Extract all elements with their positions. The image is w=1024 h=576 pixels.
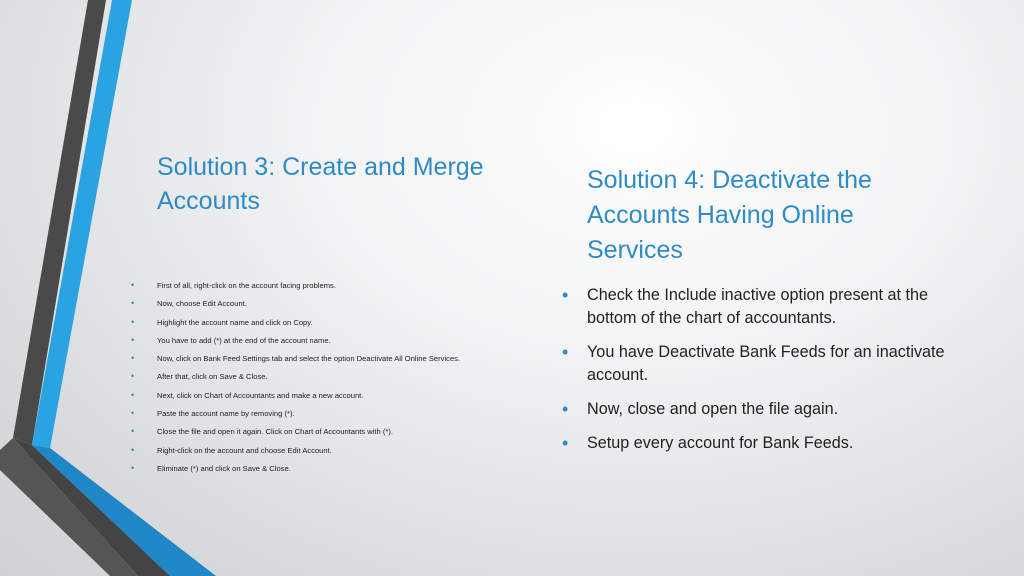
list-item-text: After that, click on Save & Close. [157,372,268,382]
bullet-icon: • [562,433,569,453]
list-item-text: First of all, right-click on the account facing problems. [157,281,336,290]
list-item [131,336,531,354]
list-item [562,284,952,330]
right-column-title: Solution 4: Deactivate the Accounts Having Online Services [587,166,872,264]
bullet-icon: • [131,462,135,473]
list-item [131,354,531,372]
list-item-text: Now, close and open the file again. [587,400,839,418]
bullet-icon: • [562,399,569,419]
list-item-text: You have to add (*) at the end of the account name. [157,335,331,345]
list-item [562,432,952,455]
list-item [131,409,531,427]
bullet-icon: • [131,389,135,400]
list-item [131,299,531,317]
list-item-text: Check the Include inactive option present at the bottom of the chart of accountants. [587,286,929,327]
list-item-text: Right-click on the account and choose Edit Account. [157,445,332,455]
bullet-icon: • [131,334,135,345]
right-steps-list [562,284,952,466]
list-item [131,318,531,336]
left-steps-list [131,281,531,482]
bullet-icon: • [131,280,135,290]
list-item-text: Paste the account name by removing (*). [157,409,295,419]
left-column-title: Solution 3: Create and Merge Accounts [157,153,484,215]
list-item-text: Highlight the account name and click on Copy. [157,317,313,327]
list-item [131,464,531,482]
bullet-icon: • [131,353,135,364]
bullet-icon: • [131,298,135,309]
bullet-icon: • [562,342,569,362]
bullet-icon: • [131,316,135,327]
list-item-text: Now, click on Bank Feed Settings tab and select the option Deactivate All Online Services. [157,354,461,364]
list-item [131,391,531,409]
list-item-text: Eliminate (*) and click on Save & Close. [157,463,291,473]
bullet-icon: • [131,371,135,382]
list-item-text: You have Deactivate Bank Feeds for an inactivate account. [587,343,945,384]
list-item [562,398,952,421]
list-item-text: Close the file and open it again. Click on Chart of Accountants with (*). [157,427,393,437]
list-item [562,341,952,387]
bullet-icon: • [131,408,135,419]
bullet-icon: • [562,285,569,305]
list-item [131,427,531,445]
list-item [131,281,531,299]
list-item [131,372,531,390]
list-item [131,446,531,464]
list-item-text: Setup every account for Bank Feeds. [587,434,854,452]
bullet-icon: • [131,444,135,455]
list-item-text: Next, click on Chart of Accountants and make a new account. [157,390,364,400]
list-item-text: Now, choose Edit Account. [157,299,247,309]
bullet-icon: • [131,426,135,437]
